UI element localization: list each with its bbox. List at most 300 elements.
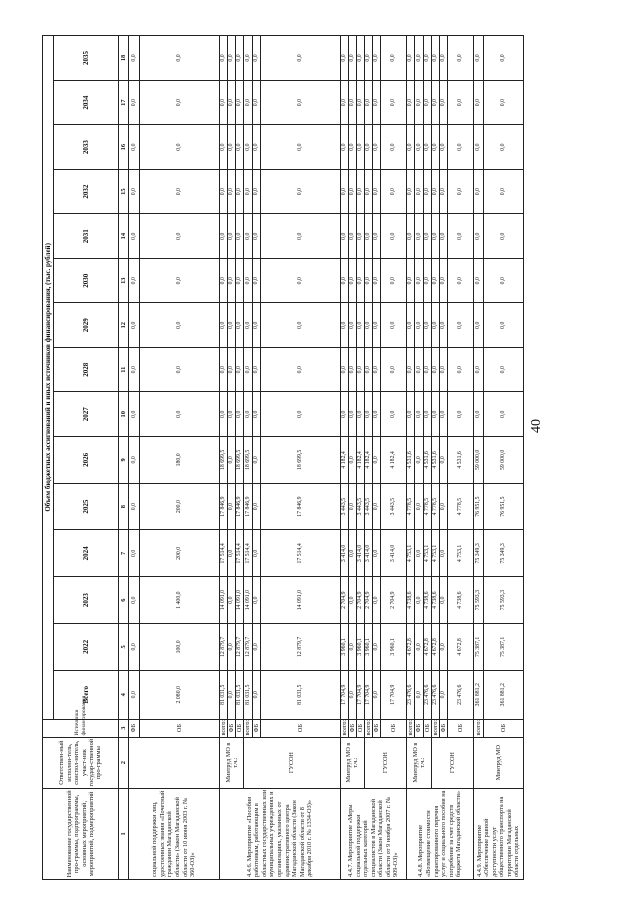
row-value: 0,0	[244, 392, 252, 437]
row-value: 12 879,7	[244, 624, 252, 671]
row-value: 0,0	[373, 169, 381, 214]
row-value: 0,0	[220, 347, 228, 392]
header-year: 2023	[54, 577, 119, 624]
row-value: 0,0	[373, 530, 381, 577]
row-value: 23 476,6	[423, 670, 431, 719]
row-source: ОБ	[423, 719, 431, 737]
header-volume: Объем бюджетных ассигнований и иных источников финансирования, (тыс. рублей)	[43, 36, 54, 720]
row-source: ОБ	[381, 719, 407, 737]
row-value: 0,0	[348, 530, 356, 577]
row-value: 0,0	[381, 392, 407, 437]
col-index: 15	[119, 169, 129, 214]
row-source: ОБ	[483, 719, 523, 737]
row-value: 0,0	[381, 36, 407, 81]
row-value: 0,0	[228, 80, 236, 125]
row-value: 0,0	[140, 392, 220, 437]
row-value: 100,0	[140, 624, 220, 671]
row-value: 0,0	[236, 169, 244, 214]
row-value: 0,0	[483, 392, 523, 437]
row-value: 0,0	[373, 670, 381, 719]
row-value: 4 778,5	[431, 483, 439, 530]
row-value: 4 182,4	[356, 437, 364, 484]
col-index: 12	[119, 303, 129, 348]
row-value: 81 031,5	[260, 670, 340, 719]
row-value: 0,0	[244, 80, 252, 125]
row-value: 0,0	[348, 258, 356, 303]
row-value: 0,0	[129, 530, 140, 577]
row-value: 180,0	[140, 437, 220, 484]
row-value: 0,0	[340, 36, 348, 81]
row-value: 0,0	[373, 347, 381, 392]
row-source: ОБ	[260, 719, 340, 737]
row-name: социальной поддержки лиц, удостоенных звания «Почетный гражданин Магаданской области» (Закон Магаданской области от 10 июня 2003 г. № 360-ОЗ)»	[129, 788, 220, 879]
row-value: 3 414,0	[365, 530, 373, 577]
row-value: 0,0	[252, 80, 260, 125]
row-value: 0,0	[236, 125, 244, 170]
row-value: 0,0	[252, 258, 260, 303]
row-value: 0,0	[365, 169, 373, 214]
rotated-table-wrapper	[42, 35, 524, 880]
col-index: 6	[119, 577, 129, 624]
row-value: 75 387,1	[473, 624, 483, 671]
row-value: 4 778,5	[447, 483, 473, 530]
row-value: 0,0	[415, 624, 423, 671]
row-value: 0,0	[260, 347, 340, 392]
row-value: 2 704,9	[340, 577, 348, 624]
table-row	[340, 36, 348, 880]
row-value: 17 704,9	[381, 670, 407, 719]
row-value: 4 738,6	[431, 577, 439, 624]
row-value: 0,0	[252, 303, 260, 348]
row-value: 0,0	[236, 258, 244, 303]
row-value: 4 753,1	[431, 530, 439, 577]
row-responsible: Минтруд МО в т.ч.:	[340, 737, 364, 788]
row-value: 0,0	[473, 125, 483, 170]
row-value: 0,0	[260, 303, 340, 348]
row-value: 4 738,6	[423, 577, 431, 624]
row-responsible: Минтруд МО в т.ч.:	[220, 737, 244, 788]
row-value: 361 881,2	[473, 670, 483, 719]
row-value: 0,0	[423, 80, 431, 125]
row-value: 0,0	[473, 214, 483, 259]
row-value: 0,0	[447, 347, 473, 392]
row-value: 0,0	[140, 36, 220, 81]
row-value: 81 031,5	[220, 670, 228, 719]
row-value: 0,0	[340, 125, 348, 170]
row-value: 0,0	[407, 303, 415, 348]
financing-table	[42, 35, 524, 880]
row-value: 0,0	[129, 36, 140, 81]
row-value: 0,0	[129, 624, 140, 671]
row-value: 0,0	[252, 530, 260, 577]
row-value: 1 400,0	[140, 577, 220, 624]
row-value: 0,0	[483, 303, 523, 348]
col-index: 2	[119, 737, 129, 788]
row-value: 0,0	[228, 36, 236, 81]
row-value: 0,0	[228, 392, 236, 437]
row-value: 0,0	[220, 36, 228, 81]
row-value: 0,0	[473, 80, 483, 125]
row-value: 17 704,9	[365, 670, 373, 719]
row-source: ФБ	[228, 719, 236, 737]
col-index: 18	[119, 36, 129, 81]
row-value: 0,0	[220, 303, 228, 348]
row-value: 0,0	[423, 303, 431, 348]
row-value: 0,0	[373, 80, 381, 125]
row-value: 0,0	[236, 347, 244, 392]
header-year: 2026	[54, 437, 119, 484]
row-value: 0,0	[447, 169, 473, 214]
row-responsible: ГУСОН	[244, 737, 340, 788]
row-value: 0,0	[228, 530, 236, 577]
row-source: всего:	[474, 719, 482, 736]
row-name: 4.4.9. Мероприятие «Обеспечение равной доступности услуг общественного транспорта на территории Магаданской области отдельных	[473, 788, 523, 879]
row-value: 0,0	[340, 214, 348, 259]
row-value: 0,0	[381, 80, 407, 125]
row-value: 4 531,6	[447, 437, 473, 484]
row-name: 4.4.8. Мероприятие «Возмещение стоимости гарантированного перечня услуг и социального пособия на погребение за счет средств бюджета Магаданской области»	[407, 788, 474, 879]
row-value: 0,0	[340, 392, 348, 437]
row-value: 14 091,0	[220, 577, 228, 624]
row-value: 14 091,0	[236, 577, 244, 624]
header-source: Источники финансирования	[43, 719, 119, 737]
row-value: 4 738,6	[447, 577, 473, 624]
row-value: 14 091,0	[244, 577, 252, 624]
row-source: всего:	[220, 719, 227, 736]
row-value: 0,0	[244, 36, 252, 81]
row-value: 0,0	[228, 303, 236, 348]
header-year: 2028	[54, 347, 119, 392]
row-value: 0,0	[260, 258, 340, 303]
row-value: 0,0	[340, 169, 348, 214]
row-source: всего:	[431, 719, 439, 736]
row-value: 0,0	[423, 36, 431, 81]
row-value: 0,0	[260, 169, 340, 214]
row-value: 0,0	[252, 169, 260, 214]
row-value: 200,0	[140, 530, 220, 577]
col-index: 8	[119, 483, 129, 530]
row-value: 0,0	[260, 214, 340, 259]
row-value: 0,0	[439, 80, 447, 125]
row-value: 81 031,5	[236, 670, 244, 719]
row-value: 0,0	[473, 392, 483, 437]
row-value: 0,0	[415, 483, 423, 530]
row-value: 0,0	[340, 303, 348, 348]
row-value: 0,0	[348, 347, 356, 392]
row-value: 0,0	[407, 392, 415, 437]
row-source: ОБ	[236, 719, 244, 737]
header-year: 2030	[54, 258, 119, 303]
row-value: 0,0	[439, 624, 447, 671]
row-value: 3 960,1	[340, 624, 348, 671]
row-value: 18 699,5	[236, 437, 244, 484]
row-value: 0,0	[356, 392, 364, 437]
row-value: 0,0	[348, 392, 356, 437]
row-source: ОБ	[356, 719, 364, 737]
row-value: 0,0	[415, 530, 423, 577]
row-value: 0,0	[373, 577, 381, 624]
row-value: 0,0	[407, 169, 415, 214]
col-index: 9	[119, 437, 129, 484]
row-value: 0,0	[252, 347, 260, 392]
row-value: 0,0	[447, 258, 473, 303]
row-value: 17 846,9	[220, 483, 228, 530]
row-value: 0,0	[407, 36, 415, 81]
row-value: 0,0	[373, 36, 381, 81]
row-value: 0,0	[431, 125, 439, 170]
row-value: 0,0	[140, 169, 220, 214]
header-total: Всего	[54, 670, 119, 719]
row-value: 0,0	[431, 392, 439, 437]
row-value: 3 960,1	[365, 624, 373, 671]
row-value: 3 414,0	[340, 530, 348, 577]
row-value: 0,0	[252, 483, 260, 530]
row-source: всего:	[340, 719, 348, 736]
row-value: 0,0	[439, 577, 447, 624]
row-value: 0,0	[439, 214, 447, 259]
header-year: 2032	[54, 169, 119, 214]
row-value: 0,0	[447, 36, 473, 81]
row-value: 0,0	[381, 347, 407, 392]
row-value: 12 879,7	[236, 624, 244, 671]
row-value: 0,0	[228, 258, 236, 303]
col-index: 1	[119, 788, 129, 879]
col-index: 7	[119, 530, 129, 577]
row-name: 4.4.6. Мероприятие «Пособия работникам, работающим в областных государственных или муниципальных учреждениях и организациях, указанных от административного центра Магаданской области (Закон Магаданской области от 8 декабря 2010 г. № 1334-ОЗ)»	[220, 788, 341, 879]
row-value: 0,0	[447, 80, 473, 125]
header-year: 2031	[54, 214, 119, 259]
row-value: 0,0	[129, 80, 140, 125]
table-row	[407, 36, 415, 880]
row-value: 0,0	[340, 258, 348, 303]
row-value: 4 738,6	[407, 577, 415, 624]
row-value: 0,0	[252, 392, 260, 437]
row-value: 0,0	[447, 125, 473, 170]
row-value: 0,0	[415, 303, 423, 348]
row-value: 0,0	[431, 80, 439, 125]
row-value: 0,0	[415, 258, 423, 303]
header-responsible: Ответствен-ный исполни-тель, соиспол-нитель, участ-ник государ-ственной про-граммы	[43, 737, 119, 788]
row-value: 0,0	[483, 169, 523, 214]
row-value: 0,0	[140, 347, 220, 392]
row-value: 0,0	[129, 125, 140, 170]
row-value: 3 414,0	[356, 530, 364, 577]
row-value: 0,0	[348, 303, 356, 348]
row-value: 0,0	[439, 347, 447, 392]
row-value: 0,0	[423, 258, 431, 303]
row-value: 0,0	[473, 169, 483, 214]
table-row	[129, 36, 140, 880]
table-row	[220, 36, 228, 880]
row-value: 0,0	[129, 347, 140, 392]
row-value: 0,0	[356, 36, 364, 81]
row-value: 0,0	[439, 670, 447, 719]
header-year: 2033	[54, 125, 119, 170]
row-value: 0,0	[415, 214, 423, 259]
row-value: 23 476,6	[447, 670, 473, 719]
row-source: ФБ	[252, 719, 260, 737]
row-value: 0,0	[340, 347, 348, 392]
row-value: 4 753,1	[407, 530, 415, 577]
row-value: 0,0	[447, 214, 473, 259]
row-value: 0,0	[244, 303, 252, 348]
row-value: 14 091,0	[260, 577, 340, 624]
row-value: 0,0	[348, 483, 356, 530]
row-value: 0,0	[220, 80, 228, 125]
row-source: ФБ	[373, 719, 381, 737]
row-value: 0,0	[129, 258, 140, 303]
row-value: 75 593,3	[473, 577, 483, 624]
row-value: 4 531,6	[431, 437, 439, 484]
row-source: ФБ	[129, 719, 140, 737]
row-value: 0,0	[415, 125, 423, 170]
row-value: 18 699,5	[260, 437, 340, 484]
row-value: 0,0	[373, 483, 381, 530]
header-year: 2027	[54, 392, 119, 437]
row-value: 4 531,6	[407, 437, 415, 484]
row-value: 0,0	[407, 258, 415, 303]
row-value: 0,0	[373, 392, 381, 437]
row-value: 0,0	[431, 303, 439, 348]
row-value: 4 672,8	[407, 624, 415, 671]
row-value: 18 699,5	[220, 437, 228, 484]
row-value: 0,0	[407, 80, 415, 125]
row-value: 0,0	[228, 670, 236, 719]
row-value: 0,0	[348, 437, 356, 484]
col-index: 17	[119, 80, 129, 125]
row-value: 0,0	[252, 125, 260, 170]
row-value: 18 699,5	[244, 437, 252, 484]
row-value: 0,0	[407, 214, 415, 259]
row-value: 0,0	[236, 303, 244, 348]
row-value: 0,0	[236, 392, 244, 437]
row-value: 0,0	[431, 169, 439, 214]
row-value: 0,0	[140, 258, 220, 303]
col-index: 16	[119, 125, 129, 170]
row-value: 0,0	[447, 303, 473, 348]
row-value: 0,0	[140, 303, 220, 348]
row-value: 0,0	[423, 392, 431, 437]
row-value: 0,0	[252, 577, 260, 624]
row-value: 0,0	[439, 437, 447, 484]
row-value: 0,0	[415, 36, 423, 81]
row-value: 0,0	[365, 125, 373, 170]
row-value: 3 443,5	[381, 483, 407, 530]
row-value: 0,0	[365, 347, 373, 392]
row-value: 0,0	[260, 392, 340, 437]
row-value: 0,0	[260, 80, 340, 125]
row-value: 0,0	[415, 392, 423, 437]
row-value: 0,0	[236, 80, 244, 125]
row-value: 0,0	[129, 670, 140, 719]
row-value: 0,0	[381, 125, 407, 170]
row-value: 0,0	[423, 214, 431, 259]
row-value: 4 778,5	[407, 483, 415, 530]
row-value: 0,0	[252, 670, 260, 719]
row-source: всего:	[244, 719, 252, 736]
row-value: 0,0	[439, 303, 447, 348]
row-value: 0,0	[431, 214, 439, 259]
row-value: 3 443,5	[340, 483, 348, 530]
col-index: 13	[119, 258, 129, 303]
row-value: 0,0	[373, 214, 381, 259]
header-year: 2024	[54, 530, 119, 577]
row-value: 0,0	[129, 214, 140, 259]
row-value: 0,0	[140, 80, 220, 125]
row-value: 0,0	[129, 437, 140, 484]
header-year: 2035	[54, 36, 119, 81]
row-value: 0,0	[228, 125, 236, 170]
row-value: 0,0	[348, 624, 356, 671]
row-value: 0,0	[220, 169, 228, 214]
row-value: 81 031,5	[244, 670, 252, 719]
row-name: 4.4.7. Мероприятие «Меры социальной поддержки отдельных категорий специалистов в Магаданской области (Закон Магаданской области от 9 ноября 2007 г. № 909-ОЗ)»	[340, 788, 407, 879]
row-value: 0,0	[423, 125, 431, 170]
row-value: 4 531,6	[423, 437, 431, 484]
row-source: ОБ	[140, 719, 220, 737]
row-value: 0,0	[483, 125, 523, 170]
header-year: 2029	[54, 303, 119, 348]
row-value: 0,0	[228, 437, 236, 484]
row-value: 0,0	[431, 258, 439, 303]
row-value: 0,0	[252, 437, 260, 484]
table-body	[129, 36, 524, 880]
row-value: 0,0	[220, 214, 228, 259]
row-value: 4 672,8	[447, 624, 473, 671]
row-value: 3 960,1	[356, 624, 364, 671]
row-responsible: ГУСОН	[431, 737, 473, 788]
row-value: 0,0	[129, 483, 140, 530]
row-value: 23 476,6	[431, 670, 439, 719]
row-value: 0,0	[483, 214, 523, 259]
row-value: 0,0	[373, 125, 381, 170]
row-value: 4 753,1	[423, 530, 431, 577]
row-value: 0,0	[236, 36, 244, 81]
row-value: 0,0	[439, 169, 447, 214]
row-value: 0,0	[244, 125, 252, 170]
row-value: 0,0	[373, 258, 381, 303]
header-name: Наименование государственной про-граммы, подпрограммы, основных мероприятий, мероприятий, подмероприятий	[43, 788, 119, 879]
row-value: 0,0	[415, 670, 423, 719]
table-row	[365, 36, 373, 880]
row-value: 0,0	[415, 80, 423, 125]
row-value: 4 672,8	[423, 624, 431, 671]
row-value: 0,0	[356, 125, 364, 170]
row-value: 0,0	[365, 80, 373, 125]
row-value: 0,0	[129, 392, 140, 437]
row-value: 0,0	[431, 36, 439, 81]
row-source: ОБ	[447, 719, 473, 737]
row-value: 0,0	[129, 303, 140, 348]
row-value: 0,0	[348, 214, 356, 259]
row-value: 76 951,5	[473, 483, 483, 530]
row-value: 361 881,2	[483, 670, 523, 719]
row-value: 0,0	[228, 169, 236, 214]
col-index: 4	[119, 670, 129, 719]
row-value: 0,0	[228, 483, 236, 530]
row-value: 0,0	[439, 258, 447, 303]
row-value: 0,0	[473, 258, 483, 303]
row-value: 2 704,9	[365, 577, 373, 624]
row-value: 0,0	[407, 347, 415, 392]
row-value: 0,0	[252, 214, 260, 259]
row-value: 4 182,4	[381, 437, 407, 484]
row-value: 17 704,9	[356, 670, 364, 719]
row-value: 0,0	[140, 214, 220, 259]
row-value: 200,0	[140, 483, 220, 530]
row-value: 0,0	[228, 577, 236, 624]
row-value: 0,0	[129, 577, 140, 624]
